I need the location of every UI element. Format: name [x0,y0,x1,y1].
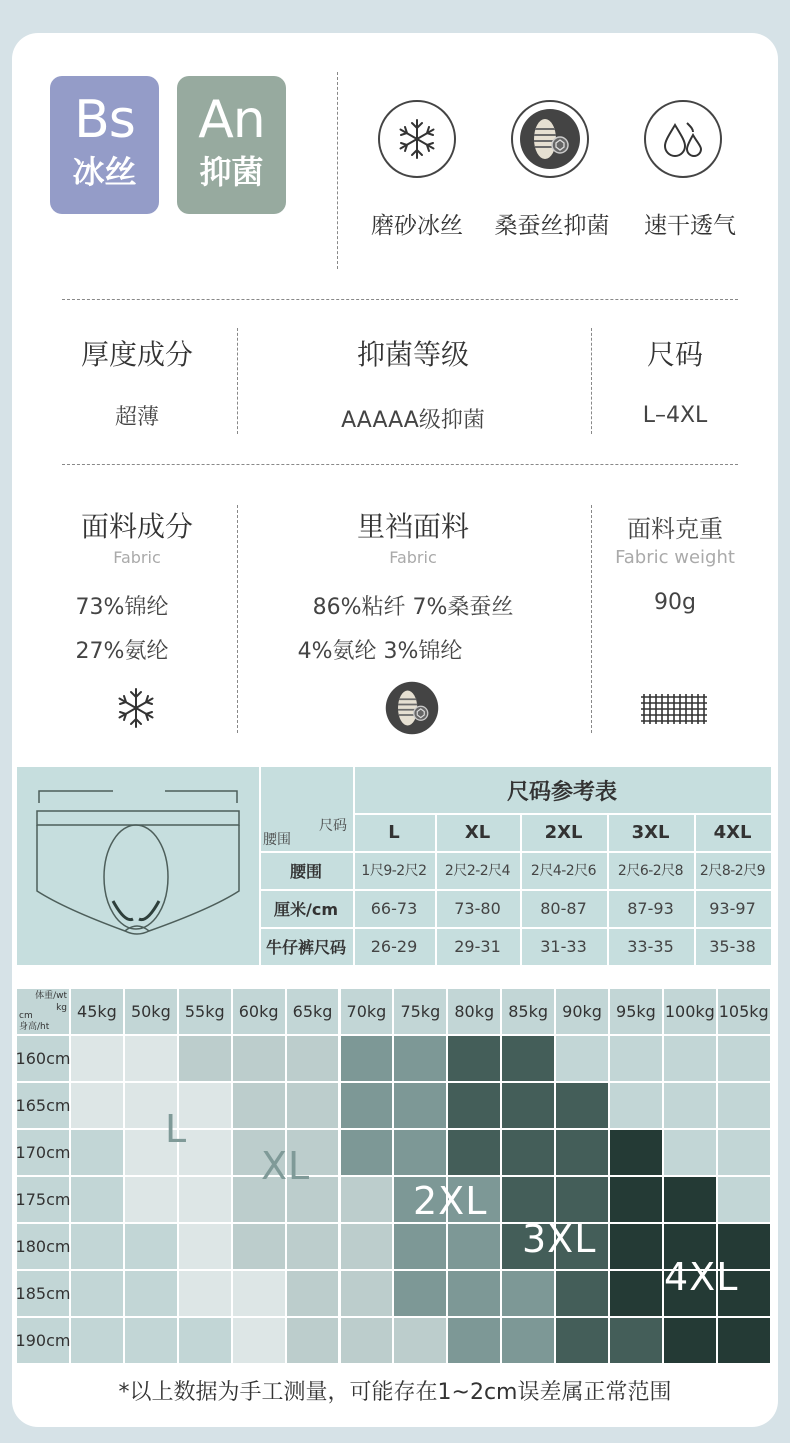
spec-title: 厚度成分 [80,338,193,371]
spec-title: 面料成分 [80,510,193,543]
size-cell [610,1177,664,1224]
size-table-row-label: 厘米/cm [273,899,338,919]
weight-header: 95kg [610,989,664,1036]
size-cell [610,1224,664,1271]
size-cell [556,1271,610,1318]
size-cell [718,1130,772,1177]
size-table-cell: 31-33 [540,936,587,956]
size-cell [125,1177,179,1224]
size-cell [610,1271,664,1318]
size-cell [287,1271,341,1318]
badge-symbol: Bs [74,90,135,150]
size-cell [718,1318,772,1365]
size-table-cell: 73-80 [454,898,501,918]
size-header: 2XL [544,821,583,843]
spec-subtitle: Fabric weight [615,547,735,568]
size-reference-table [17,767,771,965]
weight-header: 85kg [502,989,556,1036]
size-cell [341,1083,395,1130]
size-cell [287,1083,341,1130]
weight-header: 105kg [718,989,772,1036]
size-cell [71,1036,125,1083]
size-header: XL [464,821,491,843]
weight-header: 75kg [394,989,448,1036]
divider [237,505,238,733]
size-cell [718,1036,772,1083]
spec-title: 面料克重 [627,515,723,543]
size-cell [448,1130,502,1177]
size-cell [556,1130,610,1177]
size-table-cell: 80-87 [540,898,587,918]
size-cell [448,1083,502,1130]
measurement-footnote: *以上数据为手工测量，可能存在1~2cm误差属正常范围 [118,1380,672,1405]
size-cell [610,1083,664,1130]
size-cell [664,1318,718,1365]
size-table-row-label: 牛仔裤尺码 [265,937,346,957]
corner-size-label: 尺码 [319,818,347,834]
fabric-mesh-icon [641,694,707,728]
size-cell [556,1036,610,1083]
size-cell [610,1318,664,1365]
divider [237,328,238,434]
size-cell [341,1271,395,1318]
size-cell [179,1177,233,1224]
silkworm-icon [384,680,440,740]
height-header: 160cm [17,1036,71,1083]
spec-subtitle: Fabric [389,548,437,567]
size-table-cell: 1尺9-2尺2 [361,863,427,879]
weight-header: 70kg [341,989,395,1036]
size-cell [448,1036,502,1083]
size-cell [394,1271,448,1318]
size-cell [125,1224,179,1271]
size-cell [556,1083,610,1130]
size-header: L [388,821,400,843]
size-cell [610,1036,664,1083]
divider [591,328,592,434]
height-header: 170cm [17,1130,71,1177]
size-cell [502,1130,556,1177]
snowflake-icon [114,686,158,734]
size-header: 4XL [713,821,752,843]
size-table-cell: 66-73 [370,898,418,918]
badge-label: 冰丝 [72,153,137,191]
spec-line: 4%氨纶 3%锦纶 [297,639,463,664]
weight-header: 50kg [125,989,179,1036]
spec-line: 27%氨纶 [75,639,169,664]
size-cell [394,1036,448,1083]
feature-label: 桑蚕丝抑菌 [494,213,610,239]
ice-silk-badge [50,76,159,214]
size-cell [233,1083,287,1130]
spec-value: 超薄 [114,405,159,430]
grid-line [259,767,261,965]
weight-header: 45kg [71,989,125,1036]
size-cell [448,1271,502,1318]
size-table-cell: 33-35 [627,936,674,956]
spec-title: 抑菌等级 [356,338,469,371]
size-cell [502,1036,556,1083]
grid-line [520,813,522,965]
size-cell [341,1224,395,1271]
size-table-row-label: 腰围 [289,861,322,881]
weight-header: 80kg [448,989,502,1036]
corner-cm-label: cm [19,1011,33,1021]
spec-line: 90g [654,590,696,615]
grid-line [353,767,355,965]
corner-height-label: 身高/ht [19,1022,50,1032]
size-cell [179,1318,233,1365]
water-drops-icon [644,100,722,178]
divider [337,72,338,269]
height-header: 185cm [17,1271,71,1318]
size-label-l: L [165,1107,188,1151]
height-header: 175cm [17,1177,71,1224]
size-cell [287,1318,341,1365]
size-cell [610,1130,664,1177]
size-cell [556,1318,610,1365]
badge-symbol: An [198,90,265,150]
size-cell [664,1036,718,1083]
spec-subtitle: Fabric [113,548,161,567]
grid-line [694,813,696,965]
size-cell [287,1036,341,1083]
size-cell [394,1130,448,1177]
spec-line: 73%锦纶 [75,595,169,620]
size-cell [664,1083,718,1130]
height-header: 165cm [17,1083,71,1130]
size-cell [71,1130,125,1177]
weight-header: 90kg [556,989,610,1036]
size-cell [233,1224,287,1271]
weight-header: 55kg [179,989,233,1036]
corner-kg-label: kg [56,1003,67,1013]
size-cell [125,1271,179,1318]
size-label-4xl: 4XL [664,1255,739,1299]
spec-line: 86%粘纤 7%桑蚕丝 [312,595,514,620]
size-cell [502,1083,556,1130]
size-cell [71,1177,125,1224]
weight-header: 65kg [287,989,341,1036]
size-cell [664,1177,718,1224]
size-cell [394,1318,448,1365]
size-cell [502,1318,556,1365]
size-cell [718,1177,772,1224]
spec-title: 尺码 [646,338,703,371]
size-cell [718,1083,772,1130]
size-cell [71,1224,125,1271]
grid-line [353,813,771,815]
spec-value: L–4XL [642,403,708,428]
size-cell [179,1036,233,1083]
briefs-diagram [25,781,257,953]
size-cell [233,1318,287,1365]
size-cell [71,1271,125,1318]
table-corner [17,989,71,1036]
size-cell [448,1224,502,1271]
spec-title: 里裆面料 [356,510,469,543]
size-table-cell: 29-31 [454,936,501,956]
size-cell [448,1318,502,1365]
size-cell [341,1177,395,1224]
size-table-cell: 2尺4-2尺6 [530,863,597,879]
size-cell [233,1036,287,1083]
size-cell [341,1130,395,1177]
size-cell [394,1224,448,1271]
size-table-title: 尺码参考表 [506,779,617,805]
size-table-cell: 35-38 [709,936,756,956]
size-cell [179,1271,233,1318]
grid-line [607,813,609,965]
size-cell [341,1318,395,1365]
silkworm-icon [511,100,589,178]
size-cell [179,1224,233,1271]
snowflake-icon [378,100,456,178]
size-table-cell: 26-29 [370,936,418,956]
size-table-cell: 87-93 [627,898,674,918]
height-header: 180cm [17,1224,71,1271]
size-cell [233,1271,287,1318]
size-cell [125,1318,179,1365]
corner-waist-label: 腰围 [263,832,291,848]
size-table-cell: 93-97 [709,898,756,918]
grid-line [435,813,437,965]
size-cell [71,1318,125,1365]
height-header: 190cm [17,1318,71,1365]
size-table-corner [259,813,353,851]
size-cell [502,1271,556,1318]
size-label-xl: XL [261,1144,311,1188]
size-cell [287,1224,341,1271]
weight-header: 60kg [233,989,287,1036]
size-table-cell: 2尺8-2尺9 [699,863,766,879]
weight-header: 100kg [664,989,718,1036]
divider [62,299,738,300]
antibacterial-badge [177,76,286,214]
size-cell [125,1036,179,1083]
size-label-3xl: 3XL [522,1217,597,1261]
feature-label: 磨砂冰丝 [371,213,463,239]
size-cell [341,1036,395,1083]
weight-height-size-chart [17,989,773,1365]
spec-value: AAAAA级抑菌 [341,408,485,433]
corner-weight-label: 体重/wt [35,991,67,1001]
feature-label: 速干透气 [644,213,736,239]
size-table-cell: 2尺2-2尺4 [444,863,511,879]
size-table-cell: 2尺6-2尺8 [617,863,684,879]
size-cell [71,1083,125,1130]
size-cell [394,1083,448,1130]
size-label-2xl: 2XL [413,1179,488,1223]
size-cell [664,1130,718,1177]
divider [62,464,738,465]
divider [591,505,592,733]
size-header: 3XL [631,821,670,843]
badge-label: 抑菌 [199,153,264,191]
